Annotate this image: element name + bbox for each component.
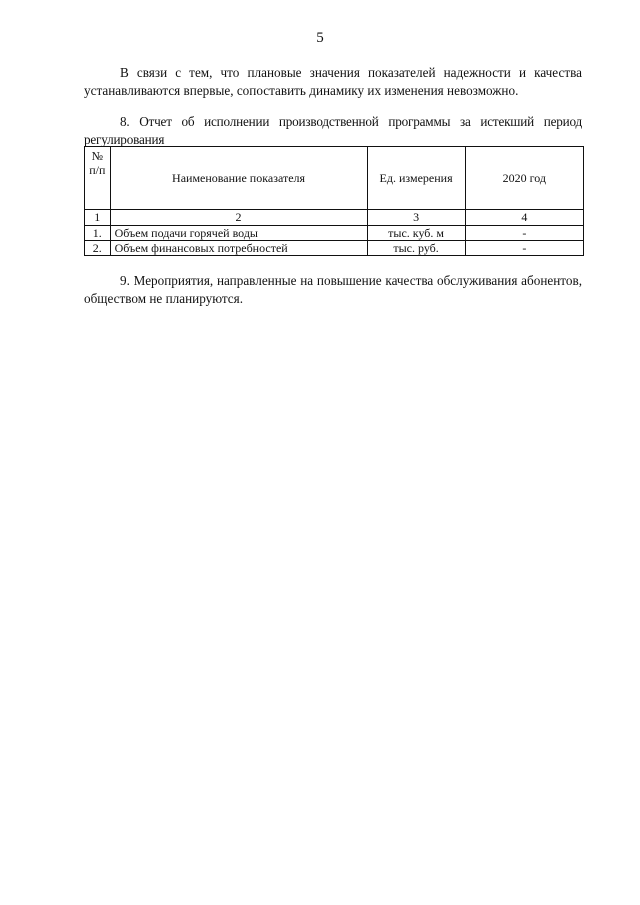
- column-number-1: 1: [85, 210, 111, 226]
- header-number: № п/п: [85, 147, 111, 210]
- header-indicator-name: Наименование показателя: [110, 147, 367, 210]
- table-row: [85, 241, 584, 256]
- row-indicator-name: Объем подачи горячей воды: [110, 226, 367, 241]
- row-value: -: [465, 226, 583, 241]
- row-number: 1.: [85, 226, 111, 241]
- table-header-row: [85, 147, 584, 210]
- paragraph-reliability-note: В связи с тем, что плановые значения показателей надежности и качества устанавливаются впервые, сопоставить динамику их изменения невозможно.: [84, 65, 582, 98]
- header-year: 2020 год: [465, 147, 583, 210]
- row-number: 2.: [85, 241, 111, 256]
- column-number-4: 4: [465, 210, 583, 226]
- paragraph-section-8-heading: 8. Отчет об исполнении производственной программы за истекший период регулирования: [84, 114, 582, 147]
- column-number-2: 2: [110, 210, 367, 226]
- row-value: -: [465, 241, 583, 256]
- column-number-3: 3: [367, 210, 465, 226]
- row-indicator-name: Объем финансовых потребностей: [110, 241, 367, 256]
- row-unit: тыс. руб.: [367, 241, 465, 256]
- production-program-report-table: [84, 146, 584, 256]
- paragraph-section-9: 9. Мероприятия, направленные на повышение качества обслуживания абонентов, обществом не планируются.: [84, 273, 582, 306]
- table-row: [85, 226, 584, 241]
- row-unit: тыс. куб. м: [367, 226, 465, 241]
- table-column-number-row: [85, 210, 584, 226]
- header-unit: Ед. измерения: [367, 147, 465, 210]
- page-number: 5: [316, 30, 324, 46]
